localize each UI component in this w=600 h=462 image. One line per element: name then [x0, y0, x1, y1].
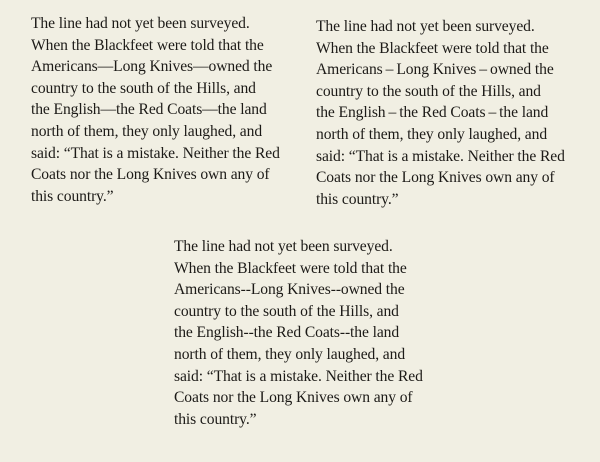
text-line: said: “That is a mistake. Neither the Red: [316, 147, 565, 165]
text-line: the English – the Red Coats – the land: [316, 104, 549, 122]
text-line: Americans – Long Knives – owned the: [316, 61, 554, 79]
text-line: When the Blackfeet were told that the: [174, 259, 407, 277]
text-line: country to the south of the Hills, and: [316, 82, 541, 100]
text-line: north of them, they only laughed, and: [316, 125, 548, 143]
text-line: the English—the Red Coats—the land: [31, 101, 267, 119]
text-line: The line had not yet been surveyed.: [31, 15, 250, 32]
text-line: this country.”: [31, 187, 114, 205]
text-line: Americans--Long Knives--owned the: [174, 281, 405, 299]
text-line: north of them, they only laughed, and: [174, 345, 406, 363]
text-line: north of them, they only laughed, and: [31, 122, 263, 140]
text-line: this country.”: [316, 190, 399, 208]
text-line: Americans—Long Knives—owned the: [31, 58, 273, 76]
text-line: Coats nor the Long Knives own any of: [31, 166, 270, 184]
text-line: the English--the Red Coats--the land: [174, 324, 400, 342]
text-line: Coats nor the Long Knives own any of: [316, 169, 555, 187]
text-line: When the Blackfeet were told that the: [316, 39, 549, 57]
text-passage-em-dash: [31, 13, 280, 207]
text-line: Coats nor the Long Knives own any of: [174, 389, 413, 407]
text-line: country to the south of the Hills, and: [31, 79, 256, 97]
text-line: said: “That is a mistake. Neither the Red: [174, 367, 423, 385]
text-line: The line had not yet been surveyed.: [174, 238, 393, 255]
text-line: When the Blackfeet were told that the: [31, 36, 264, 54]
text-passage-double-hyphen: [174, 236, 423, 430]
text-passage-en-dash: [316, 16, 565, 210]
text-line: country to the south of the Hills, and: [174, 302, 399, 320]
text-line: The line had not yet been surveyed.: [316, 18, 535, 35]
text-line: said: “That is a mistake. Neither the Red: [31, 144, 280, 162]
text-line: this country.”: [174, 410, 257, 428]
